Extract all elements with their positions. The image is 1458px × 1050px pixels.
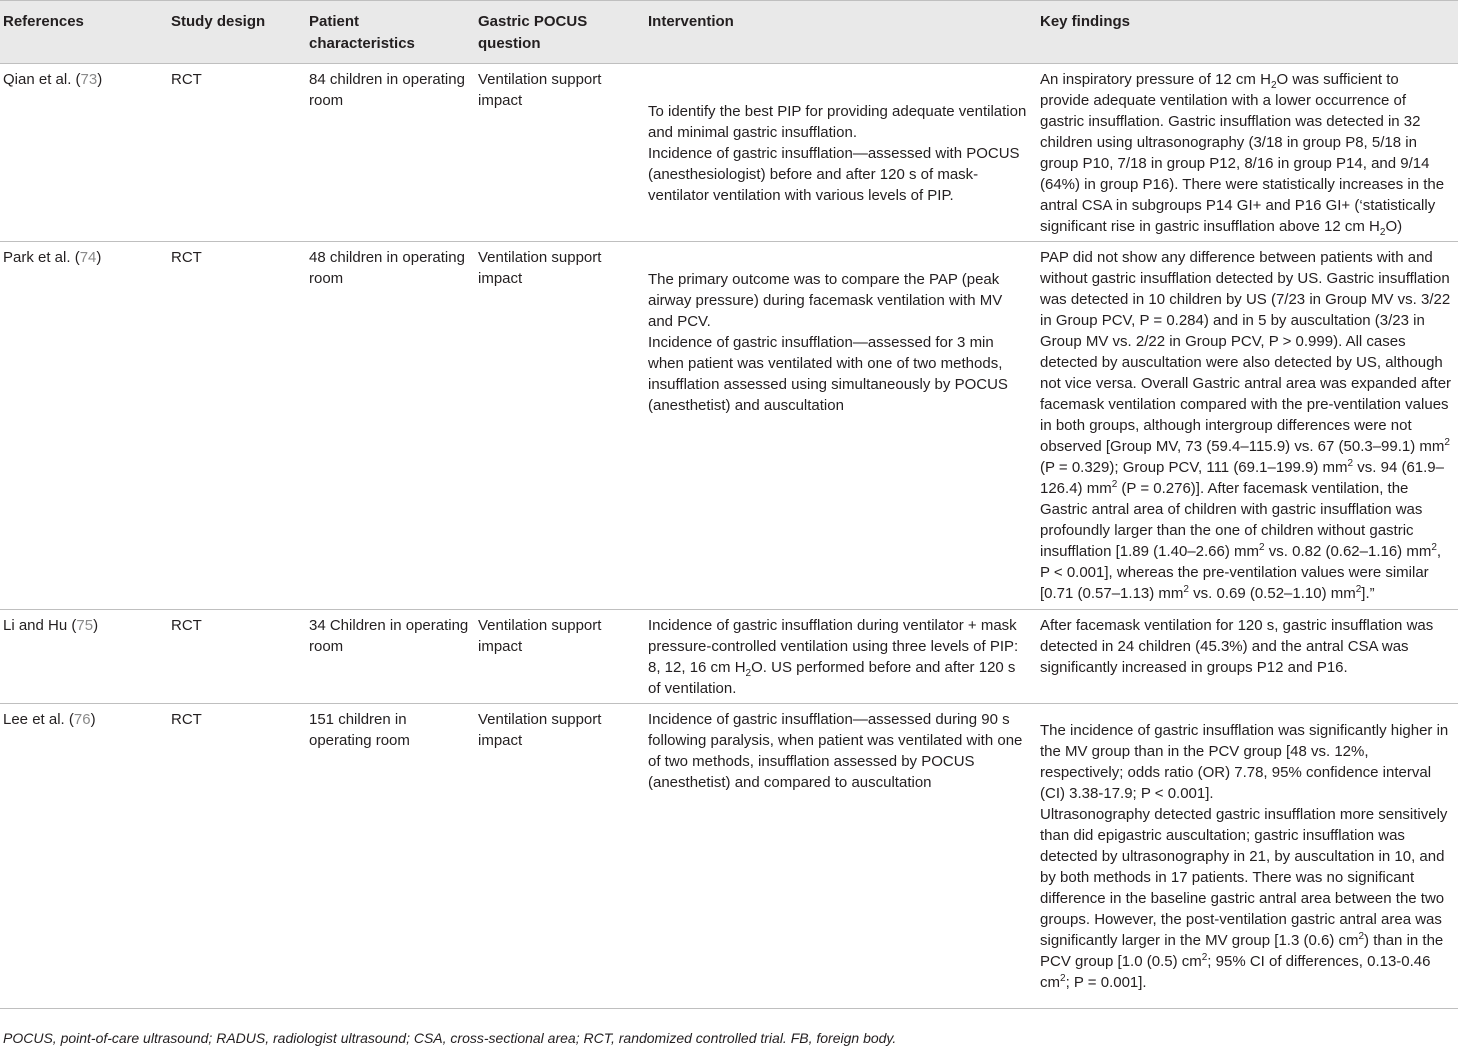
- findings-cell: PAP did not show any difference between patients with and without gastric insufflation detected by US. Gastric insufflation was detected in 10 children by US (7/23 in Group MV vs. 3/22 in Group PCV, P = 0.284) and in 5 by auscultation (3/23 in Group MV vs. 2/22 in Group PCV, P > 0.999). All cases detected by auscultation were also detected by US, although not vice versa. Overall Gastric antral area was expanded after facemask ventilation compared with the pre-ventilation values in both groups, although intergroup differences were not observed [Group MV, 73 (59.4–115.9) vs. 67 (50.3–99.1) $mm^2$ (P = 0.329); Group PCV, 111 (69.1–199.9) $mm^2$ vs. 94 (61.9–126.4) $mm^2$ (P = 0.276)]. After facemask ventilation, the Gastric antral area of children with gastric insufflation was profoundly larger than the one of children without gastric insufflation [1.89 (1.40–2.66) $mm^2$ vs. 0.82 (0.62–1.16) $mm^2$, P < 0.001], whereas the pre-ventilation values were similar [0.71 (0.57–1.13) $mm^2$ vs. 0.69 (0.52–1.10) $mm^2$].”: [1037, 242, 1458, 610]
- header-references: References: [0, 1, 168, 64]
- findings-text: The incidence of gastric insufflation was significantly higher in the MV group than in the PCV group [48 vs. 12%, respectively; odds ratio (OR) 7.78, 95% confidence interval (CI) 3.38-17.9; P < 0.001].: [1040, 722, 1449, 802]
- reference-link[interactable]: 73: [80, 71, 98, 88]
- design-cell: RCT: [168, 610, 306, 704]
- header-patient-characteristics: Patient characteristics: [306, 1, 475, 64]
- design-cell: RCT: [168, 64, 306, 242]
- reference-cell: Lee et al. (76): [0, 704, 168, 1009]
- patients-cell: 84 children in operating room: [306, 64, 475, 242]
- findings-cell: After facemask ventilation for 120 s, gastric insufflation was detected in 24 children (45.3%) and the antral CSA was significantly increased in groups P12 and P16.: [1037, 610, 1458, 704]
- findings-cell: [1037, 704, 1458, 1009]
- intervention-cell: [645, 64, 1037, 242]
- reference-link[interactable]: 76: [73, 711, 91, 728]
- intervention-text: Incidence of gastric insufflation—assessed with POCUS (anesthesiologist) before and after 120 s of mask-ventilator ventilation with various levels of PIP.: [648, 144, 1020, 204]
- table-row: [0, 242, 1458, 610]
- table-header: [0, 1, 1458, 64]
- question-cell: Ventilation support impact: [475, 242, 645, 610]
- patients-cell: 151 children in operating room: [306, 704, 475, 1009]
- intervention-cell: Incidence of gastric insufflation—assessed during 90 s following paralysis, when patient was ventilated with one of two methods, insufflation assessed by POCUS (anesthetist) and compared to auscultation: [645, 704, 1037, 1009]
- patients-cell: 48 children in operating room: [306, 242, 475, 610]
- header-gastric-pocus-question: Gastric POCUS question: [475, 1, 645, 64]
- question-cell: Ventilation support impact: [475, 64, 645, 242]
- intervention-cell: Incidence of gastric insufflation during ventilator + mask pressure-controlled ventilation using three levels of PIP: 8, 12, 16 cm $H_2O$. US performed before and after 120 s of ventilation.: [645, 610, 1037, 704]
- intervention-text: To identify the best PIP for providing adequate ventilation and minimal gastric insufflation.: [648, 102, 1027, 141]
- reference-link[interactable]: 74: [79, 249, 97, 266]
- question-cell: Ventilation support impact: [475, 610, 645, 704]
- table-row: [0, 64, 1458, 242]
- reference-cell: Park et al. (74): [0, 242, 168, 610]
- reference-author: Park et al. (: [3, 249, 80, 266]
- reference-author: Li and Hu (: [3, 617, 77, 634]
- table-row: [0, 704, 1458, 1009]
- intervention-text: The primary outcome was to compare the PAP (peak airway pressure) during facemask ventilation with MV and PCV.: [648, 271, 1003, 330]
- reference-cell: Li and Hu (75): [0, 610, 168, 704]
- reference-author: Lee et al. (: [3, 711, 74, 728]
- intervention-cell: [645, 242, 1037, 610]
- reference-author: Qian et al. (: [3, 71, 81, 88]
- design-cell: RCT: [168, 242, 306, 610]
- patients-cell: 34 Children in operating room: [306, 610, 475, 704]
- header-key-findings: Key findings: [1037, 1, 1458, 64]
- header-study-design: Study design: [168, 1, 306, 64]
- findings-text: Ultrasonography detected gastric insufflation more sensitively than did epigastric auscultation; gastric insufflation was detected by ultrasonography in 21, by auscultation in 10, and by both methods in 17 patients. There was no significant difference in the baseline gastric antral area between the two groups. However, the post-ventilation gastric antral area was significantly larger in the MV group [1.3 (0.6) $cm^2$) than in the PCV group [1.0 (0.5) $cm^2$; 95% CI of differences, 0.13-0.46 $cm^2$; P = 0.001].: [1040, 806, 1448, 991]
- design-cell: RCT: [168, 704, 306, 1009]
- reference-link[interactable]: 75: [76, 617, 94, 634]
- reference-cell: Qian et al. (73): [0, 64, 168, 242]
- findings-cell: An inspiratory pressure of 12 cm $H_2O$ was sufficient to provide adequate ventilation with a lower occurrence of gastric insufflation. Gastric insufflation was detected in 32 children using ultrasonography (3/18 in group P8, 5/18 in group P10, 7/18 in group P12, 8/16 in group P14, and 9/14 (64%) in group P16). There were statistically increases in the antral CSA in subgroups P14 GI+ and P16 GI+ (‘statistically significant rise in gastric insufflation above 12 cm $H_2O$): [1037, 64, 1458, 242]
- intervention-text: Incidence of gastric insufflation—assessed for 3 min when patient was ventilated with one of two methods, insufflation assessed using simultaneously by POCUS (anesthetist) and auscultation: [648, 334, 1008, 414]
- table-footnote: POCUS, point-of-care ultrasound; RADUS, radiologist ultrasound; CSA, cross-sectional area; RCT, randomized controlled trial. FB, foreign body.: [3, 1030, 897, 1046]
- table-row: [0, 610, 1458, 704]
- header-intervention: Intervention: [645, 1, 1037, 64]
- question-cell: Ventilation support impact: [475, 704, 645, 1009]
